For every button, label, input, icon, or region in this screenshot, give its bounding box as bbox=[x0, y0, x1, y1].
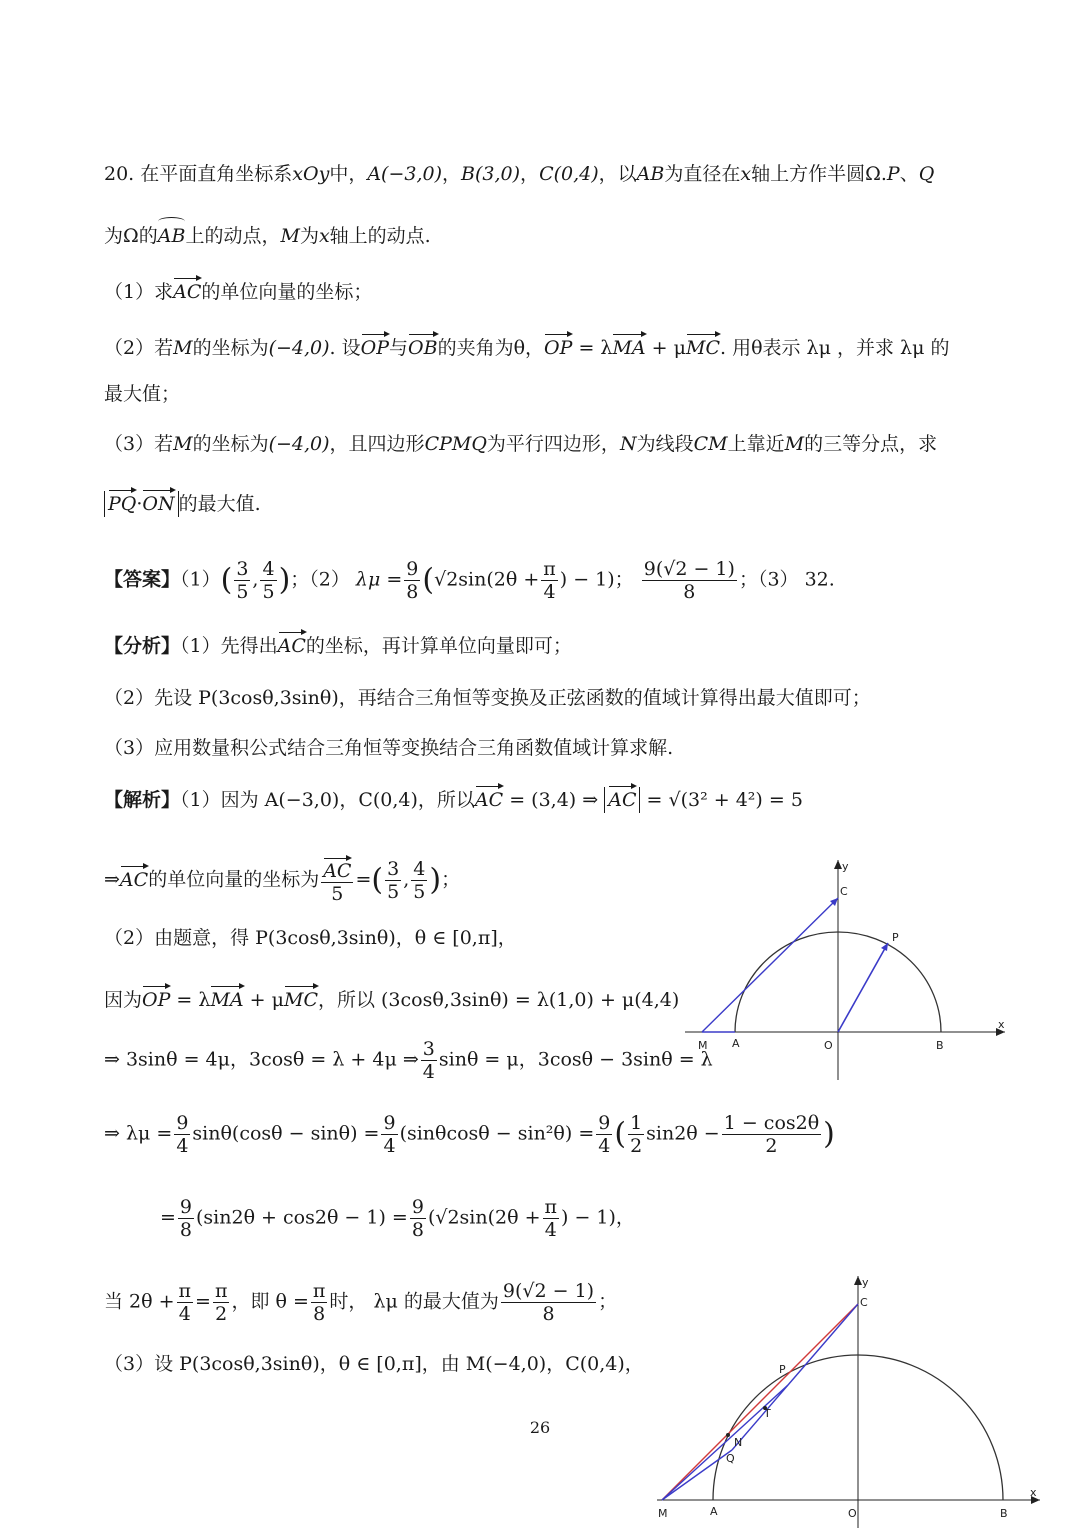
text: 9 bbox=[411, 1196, 424, 1218]
text: 9 bbox=[406, 558, 419, 580]
text: C(0,4) bbox=[539, 163, 599, 185]
label-b: B bbox=[936, 1039, 944, 1052]
text: 3 bbox=[387, 858, 400, 880]
figure-1-semicircle bbox=[680, 850, 1016, 1085]
text: 的夹角为θ， bbox=[437, 337, 545, 359]
text: M bbox=[173, 433, 193, 455]
vector-ma: MA bbox=[210, 984, 243, 1012]
text: 5 bbox=[331, 883, 344, 905]
text: 为Ω的 bbox=[104, 225, 158, 247]
text: 的坐标为 bbox=[192, 337, 269, 359]
vector-ac: AC bbox=[173, 276, 201, 304]
segment-mc bbox=[662, 1304, 858, 1500]
label-a: A bbox=[710, 1505, 718, 1518]
fraction bbox=[174, 1112, 190, 1157]
paren: ( bbox=[371, 862, 384, 898]
segment-pm bbox=[662, 1385, 788, 1500]
paren: ( bbox=[422, 562, 435, 598]
text: + μ bbox=[645, 337, 686, 359]
text: M bbox=[784, 433, 805, 455]
text: 为 bbox=[299, 225, 319, 247]
text: · bbox=[136, 493, 143, 515]
fraction bbox=[381, 1112, 397, 1157]
text: (sinθcosθ − sin²θ) = bbox=[399, 1122, 595, 1145]
text: π bbox=[543, 558, 556, 580]
analysis-line-1 bbox=[104, 630, 572, 658]
analysis-line-2 bbox=[104, 686, 871, 710]
solution-line-9 bbox=[104, 1352, 644, 1376]
text: λμ = bbox=[355, 568, 403, 591]
text: 5 bbox=[413, 881, 426, 903]
text: 4 bbox=[422, 1061, 435, 1083]
text: ⇒ λμ = bbox=[104, 1122, 173, 1145]
text: π bbox=[178, 1280, 192, 1302]
fraction bbox=[260, 558, 276, 603]
paren: ) bbox=[278, 562, 291, 598]
label-t: T bbox=[764, 1407, 771, 1420]
vector-ac: AC bbox=[120, 864, 148, 892]
text: (−4,0) bbox=[268, 337, 330, 359]
vector-ac: AC bbox=[608, 784, 636, 812]
text: B(3,0) bbox=[461, 163, 521, 185]
text: . 用θ表示 λμ ，并求 λμ 的 bbox=[720, 337, 950, 359]
vector-ob: OB bbox=[408, 332, 438, 360]
text: 4 bbox=[413, 858, 426, 880]
text: CM bbox=[693, 433, 728, 455]
fraction bbox=[234, 558, 250, 603]
page-number: 26 bbox=[529, 1418, 551, 1437]
label-c: C bbox=[860, 1296, 868, 1309]
text: 8 bbox=[179, 1219, 193, 1241]
analysis-label: 【分析】 bbox=[104, 635, 181, 657]
text: 4 bbox=[178, 1303, 191, 1325]
text: √2sin(2θ + bbox=[434, 568, 540, 591]
text: ⇒ bbox=[104, 868, 120, 891]
text: 4 bbox=[543, 581, 556, 603]
text: 2 bbox=[765, 1135, 778, 1157]
text: ) − 1)， bbox=[561, 1206, 635, 1229]
text: （3）若 bbox=[104, 433, 174, 455]
text: 8 bbox=[406, 581, 419, 603]
text: 9 bbox=[179, 1196, 193, 1218]
vector-op: OP bbox=[361, 332, 389, 360]
text: 最大值； bbox=[104, 383, 181, 405]
fraction bbox=[543, 1196, 560, 1241]
label-a: A bbox=[732, 1037, 740, 1050]
text: 的单位向量的坐标； bbox=[201, 281, 373, 303]
answer-line: 【答案】（1）( $\frac{3}{5}$ , $\frac{4}{5}$ )；（2） λμ = $\frac{9}{8}$ (√2sin(2θ + $\frac{\pi}{4}$ ) − 1)； $\frac{9(√2 - 1)}{8}$ ；（3） 32. bbox=[104, 558, 835, 603]
text: sinθ = μ，3cosθ − 3sinθ = λ bbox=[438, 1048, 713, 1071]
point-n bbox=[726, 1433, 730, 1437]
text: （2）由题意，得 P(3cosθ,3sinθ)，θ ∈ [0,π]， bbox=[104, 927, 517, 949]
text: 轴上方作半圆Ω. bbox=[751, 163, 887, 185]
text: 的最大值. bbox=[178, 493, 261, 515]
fraction bbox=[321, 856, 353, 905]
text: M bbox=[173, 337, 193, 359]
text: π bbox=[214, 1280, 228, 1302]
text: 8 bbox=[542, 1303, 555, 1325]
fraction bbox=[177, 1280, 194, 1325]
text: 轴上的动点. bbox=[329, 225, 431, 247]
text: 8 bbox=[411, 1219, 424, 1241]
problem-part-2 bbox=[104, 332, 949, 360]
text: ， bbox=[520, 163, 540, 185]
label-o: O bbox=[824, 1039, 833, 1052]
text: (−4,0) bbox=[268, 433, 330, 455]
text: 为线段 bbox=[636, 433, 694, 455]
text: 当 2θ + bbox=[104, 1290, 175, 1313]
label-n: N bbox=[734, 1436, 743, 1449]
text: （3）应用数量积公式结合三角恒等变换结合三角函数值域计算求解. bbox=[104, 737, 674, 759]
fraction bbox=[411, 858, 427, 903]
text: 3 bbox=[236, 558, 249, 580]
text: ，且四边形 bbox=[329, 433, 425, 455]
text: ，以 bbox=[598, 163, 637, 185]
abs-dot-product bbox=[104, 491, 179, 517]
text: （2）若 bbox=[104, 337, 174, 359]
vector-op-line bbox=[838, 943, 888, 1032]
text: ，即 θ = bbox=[231, 1290, 309, 1313]
text: = bbox=[355, 868, 372, 891]
paren: ( bbox=[614, 1116, 627, 1152]
text: 的坐标，再计算单位向量即可； bbox=[305, 635, 572, 657]
text: 的三等分点，求 bbox=[804, 433, 938, 455]
solution-line-8 bbox=[104, 1280, 617, 1325]
text: 为直径在 bbox=[664, 163, 741, 185]
text: （1）先得出 bbox=[180, 635, 278, 657]
text: 中， bbox=[329, 163, 368, 185]
text: = bbox=[160, 1206, 176, 1229]
text: ； bbox=[441, 868, 461, 891]
vector-ac: AC bbox=[278, 630, 306, 658]
text: (√2sin(2θ + bbox=[427, 1206, 541, 1229]
text: 2 bbox=[630, 1135, 643, 1157]
text: 4 bbox=[383, 1135, 396, 1157]
solution-label: 【解析】 bbox=[104, 789, 181, 811]
problem-number: 20. bbox=[104, 163, 135, 185]
text: 因为 bbox=[104, 989, 143, 1011]
text: P bbox=[886, 163, 900, 185]
solution-line-5 bbox=[104, 1038, 713, 1083]
vector-mc: MC bbox=[284, 984, 318, 1012]
problem-part-2-cont bbox=[104, 382, 180, 406]
fraction bbox=[178, 1196, 194, 1241]
label-y: y bbox=[862, 1276, 869, 1289]
text: ⇒ 3sinθ = 4μ，3cosθ = λ + 4μ ⇒ bbox=[104, 1048, 419, 1071]
segment-cp bbox=[788, 1304, 858, 1385]
text: 5 bbox=[236, 581, 249, 603]
label-y: y bbox=[842, 860, 849, 873]
text: 8 bbox=[683, 581, 696, 603]
problem-part-3-cont bbox=[104, 488, 261, 516]
problem-part-1 bbox=[104, 276, 372, 304]
vector-ma: MA bbox=[612, 332, 645, 360]
abs-ac bbox=[604, 787, 640, 813]
label-b: B bbox=[1000, 1507, 1008, 1520]
analysis-line-3 bbox=[104, 736, 673, 760]
fraction bbox=[213, 1280, 230, 1325]
text: ；（3） 32. bbox=[738, 568, 835, 591]
label-m: M bbox=[658, 1507, 668, 1520]
text: A(−3,0) bbox=[367, 163, 443, 185]
fraction bbox=[421, 1038, 437, 1083]
problem-line-2 bbox=[104, 218, 431, 248]
text: . 设 bbox=[329, 337, 361, 359]
problem-line-1 bbox=[104, 162, 934, 186]
text: 5 bbox=[262, 581, 275, 603]
text: ； bbox=[598, 1290, 618, 1313]
text: = √(3² + 4²) = 5 bbox=[640, 789, 803, 811]
text: 3 bbox=[422, 1038, 435, 1060]
text: 9 bbox=[383, 1112, 396, 1134]
vector-on: ON bbox=[142, 488, 174, 516]
text: AB bbox=[636, 163, 665, 185]
solution-line-6 bbox=[104, 1112, 835, 1157]
text: x bbox=[318, 225, 330, 247]
text: 4 bbox=[262, 558, 275, 580]
vector-mc-line bbox=[702, 898, 838, 1032]
text: 、 bbox=[899, 163, 919, 185]
text: ；（2） bbox=[290, 568, 350, 591]
text: 与 bbox=[389, 337, 409, 359]
fraction bbox=[541, 558, 558, 603]
solution-line-2: ⇒AC的单位向量的坐标为 $\frac{AC}{5}$ =( $\frac{3}{5}$ , $\frac{4}{5}$ )； bbox=[104, 858, 461, 905]
text: 在平面直角坐标系 bbox=[140, 163, 293, 185]
text: 4 bbox=[598, 1135, 611, 1157]
text: (sin2θ + cos2θ − 1) = bbox=[196, 1206, 408, 1229]
text: 上的动点， bbox=[185, 225, 281, 247]
text: sin2θ − bbox=[646, 1122, 720, 1145]
text: （3）设 P(3cosθ,3sinθ)，θ ∈ [0,π]，由 M(−4,0)，C(0,4)， bbox=[104, 1353, 644, 1375]
text: π bbox=[312, 1280, 326, 1302]
vector-pq: PQ bbox=[108, 488, 136, 516]
text: 9 bbox=[176, 1112, 189, 1134]
label-x: x bbox=[998, 1018, 1005, 1031]
figure-2-parallelogram bbox=[652, 1270, 1044, 1528]
vector-ac: AC bbox=[323, 856, 351, 882]
text: = λ bbox=[170, 989, 211, 1011]
fraction bbox=[628, 1112, 644, 1157]
text: = bbox=[195, 1290, 211, 1313]
text: 的坐标为 bbox=[192, 433, 269, 455]
fraction bbox=[642, 558, 737, 603]
text: 4 bbox=[176, 1135, 189, 1157]
text: 为平行四边形， bbox=[486, 433, 620, 455]
y-axis-arrow bbox=[854, 1276, 862, 1285]
label-p: P bbox=[779, 1363, 786, 1376]
vector-op: OP bbox=[142, 984, 170, 1012]
text: （1） bbox=[180, 568, 221, 591]
vector-op: OP bbox=[544, 332, 572, 360]
text: CPMQ bbox=[424, 433, 487, 455]
text: M bbox=[280, 225, 300, 247]
fraction bbox=[410, 1196, 426, 1241]
text: 上靠近 bbox=[727, 433, 785, 455]
solution-line-7 bbox=[160, 1196, 635, 1241]
text: Q bbox=[918, 163, 935, 185]
fraction bbox=[722, 1112, 821, 1157]
text: N bbox=[619, 433, 637, 455]
text: = λ bbox=[572, 337, 613, 359]
text: x bbox=[740, 163, 752, 185]
paren: ) bbox=[823, 1116, 835, 1152]
text: （1）因为 A(−3,0)，C(0,4)，所以 bbox=[180, 789, 475, 811]
label-p: P bbox=[892, 931, 899, 944]
vector-mc: MC bbox=[686, 332, 720, 360]
problem-part-3 bbox=[104, 432, 937, 456]
fraction bbox=[501, 1280, 596, 1325]
paren: ) bbox=[429, 862, 442, 898]
text: sinθ(cosθ − sinθ) = bbox=[192, 1122, 380, 1145]
label-o: O bbox=[848, 1507, 857, 1520]
answer-label: 【答案】 bbox=[104, 568, 181, 591]
text: （1）求 bbox=[104, 281, 174, 303]
text: π bbox=[544, 1196, 558, 1218]
text: 5 bbox=[387, 881, 400, 903]
text: 1 bbox=[630, 1112, 643, 1134]
segment-mq bbox=[662, 1450, 732, 1500]
label-q: Q bbox=[726, 1452, 735, 1465]
text: ) − 1)； bbox=[559, 568, 634, 591]
text: 9 bbox=[598, 1112, 611, 1134]
arc-ab: AB bbox=[158, 218, 186, 248]
text: 8 bbox=[313, 1303, 326, 1325]
text: xOy bbox=[292, 163, 330, 185]
solution-line-4 bbox=[104, 984, 679, 1012]
fraction bbox=[596, 1112, 612, 1157]
vector-ac: AC bbox=[475, 784, 503, 812]
solution-line-3 bbox=[104, 926, 517, 950]
fraction bbox=[404, 558, 420, 603]
text: + μ bbox=[243, 989, 284, 1011]
label-x: x bbox=[1030, 1486, 1037, 1499]
text: （2）先设 P(3cosθ,3sinθ)，再结合三角恒等变换及正弦函数的值域计算得出最大值即可； bbox=[104, 687, 871, 709]
paren: ( bbox=[220, 562, 233, 598]
text: 4 bbox=[544, 1219, 557, 1241]
fraction bbox=[385, 858, 401, 903]
text: 9(√2 − 1) bbox=[502, 1280, 595, 1302]
text: 2 bbox=[215, 1303, 228, 1325]
fraction bbox=[311, 1280, 328, 1325]
text: ， bbox=[442, 163, 462, 185]
text: 9(√2 − 1) bbox=[643, 558, 735, 580]
label-m: M bbox=[698, 1039, 708, 1052]
text: 1 − cos2θ bbox=[723, 1112, 820, 1134]
y-axis-arrow bbox=[834, 860, 842, 869]
solution-line-1 bbox=[104, 784, 803, 812]
text: ，所以 (3cosθ,3sinθ) = λ(1,0) + μ(4,4) bbox=[317, 989, 680, 1011]
text: = (3,4) ⇒ bbox=[503, 789, 605, 811]
text: 时， λμ 的最大值为 bbox=[329, 1290, 499, 1313]
text: 的单位向量的坐标为 bbox=[148, 868, 320, 891]
label-c: C bbox=[840, 885, 848, 898]
